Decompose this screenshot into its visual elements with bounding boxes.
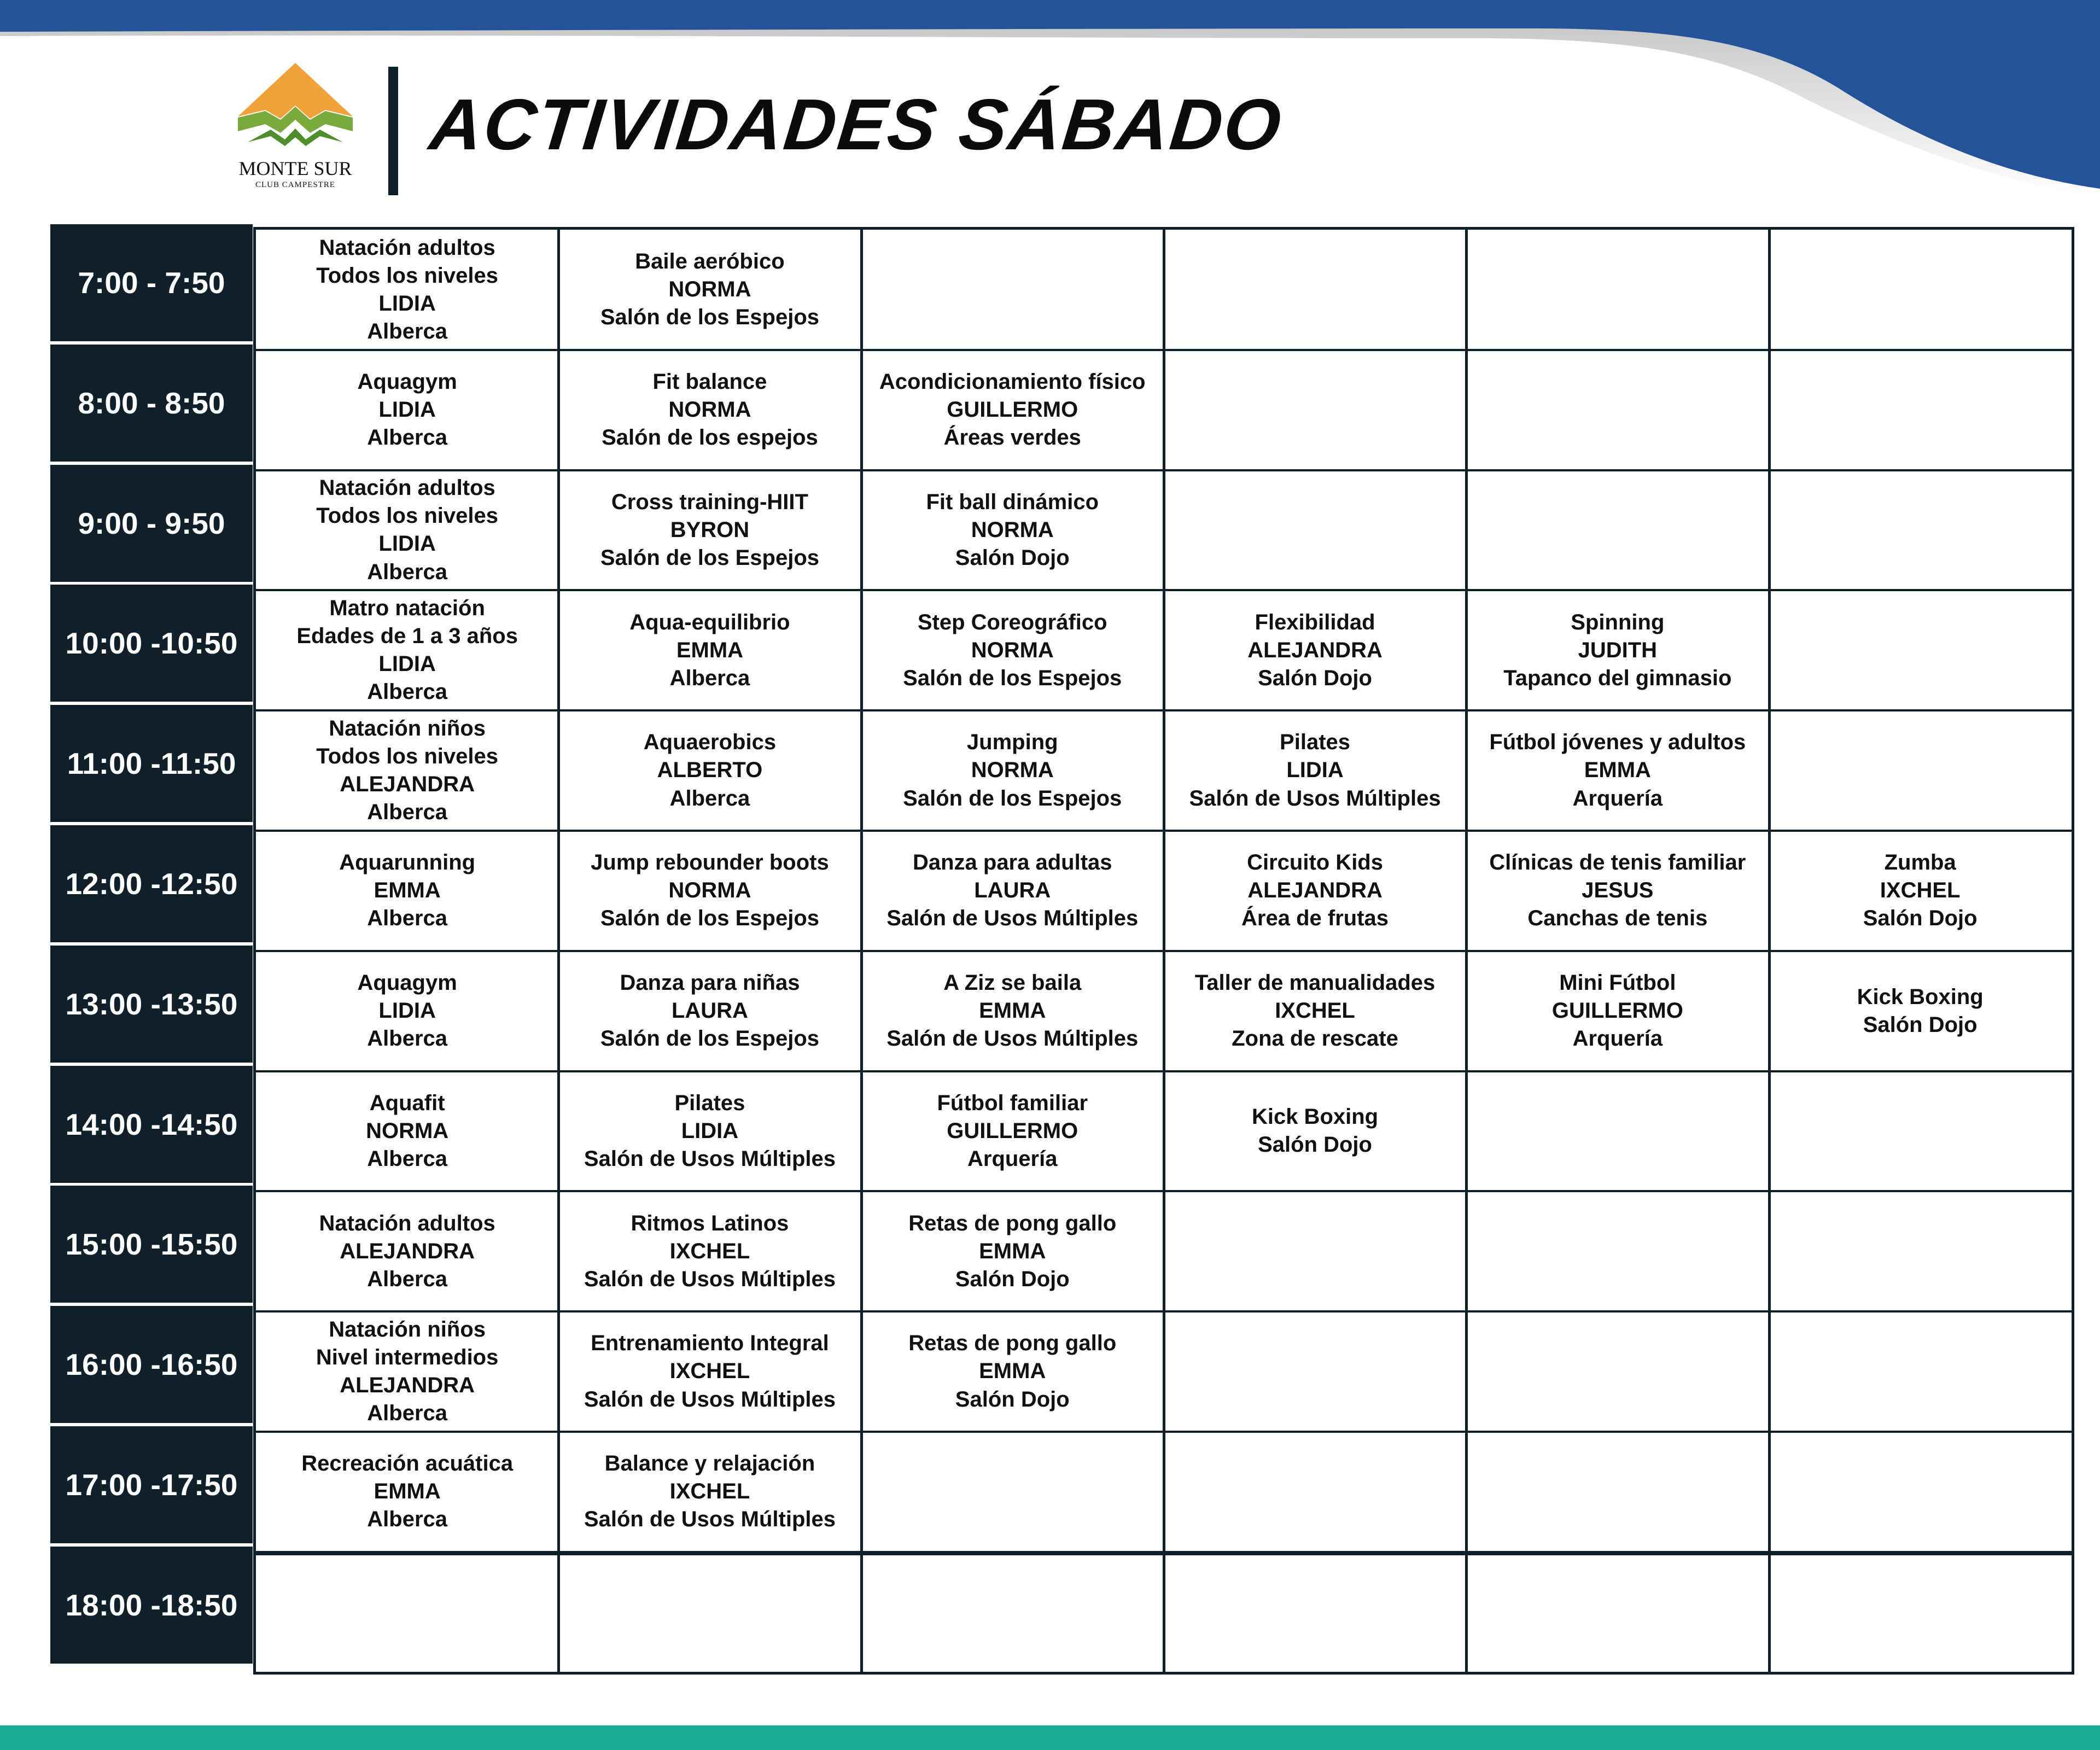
activity-cell-r11-c1 [256,1432,558,1552]
activity-line: ALEJANDRA [1247,638,1382,662]
activity-cell-r9-c5 [1466,1191,1769,1311]
club-subtitle: CLUB CAMPESTRE [255,180,336,189]
activity-line: Salón de Usos Múltiples [886,1026,1139,1051]
activity-line: ALEJANDRA [340,772,475,797]
activity-line: Alberca [367,1267,448,1291]
activity-line: Circuito Kids [1247,850,1383,875]
activity-line: Todos los niveles [316,263,498,288]
activity-line: LIDIA [378,291,436,316]
activity-line: Aquagym [357,369,457,394]
activity-line: Recreación acuática [301,1451,514,1476]
activity-cell-r9-c4 [1164,1191,1466,1311]
activity-cell-r2-c5 [1466,350,1769,470]
activity-line: Retas de pong gallo [908,1331,1117,1356]
activity-cell-r8-c5 [1466,1071,1769,1192]
activity-line: BYRON [670,517,750,542]
activity-line: Salón Dojo [1863,1012,1978,1037]
activity-line: Retas de pong gallo [908,1211,1117,1235]
activity-cell-r6-c3 [861,831,1164,951]
activity-line: Aqua-equilibrio [629,610,790,634]
activity-cell-r10-c6 [1769,1311,2072,1432]
activity-cell-r12-c2 [558,1552,861,1672]
activity-line: EMMA [979,1239,1046,1263]
activity-cell-r12-c5 [1466,1552,1769,1672]
activity-line: Salón Dojo [955,1267,1070,1291]
activity-line: Salón de Usos Múltiples [886,906,1139,931]
time-slot-7: 13:00 -13:50 [50,946,253,1063]
time-slot-1: 7:00 - 7:50 [50,224,253,341]
activity-line: Natación adultos [319,1211,495,1235]
activity-cell-r2-c1 [256,350,558,470]
activity-cell-r6-c1 [256,831,558,951]
activity-line: EMMA [374,1479,441,1504]
activity-line: Alberca [367,680,448,704]
title-divider [388,67,398,195]
activity-line: Alberca [669,666,750,690]
activity-cell-r6-c2 [558,831,861,951]
activity-line: IXCHEL [669,1479,750,1504]
activity-line: GUILLERMO [947,398,1078,422]
activity-line: Mini Fútbol [1559,970,1676,995]
activity-line: Alberca [367,559,448,584]
activity-cell-r11-c5 [1466,1432,1769,1552]
activity-line: IXCHEL [669,1239,750,1263]
activity-line: NORMA [971,758,1054,783]
schedule-grid [253,227,2074,1675]
activity-line: Clínicas de tenis familiar [1489,850,1746,875]
activity-line: Natación niños [329,716,486,740]
activity-cell-r10-c4 [1164,1311,1466,1432]
time-slot-11: 17:00 -17:50 [50,1426,253,1543]
activity-cell-r7-c3 [861,951,1164,1071]
club-name: MONTE SUR [238,158,352,179]
time-slot-12: 18:00 -18:50 [50,1547,253,1664]
activity-cell-r4-c2 [558,590,861,710]
activity-cell-r9-c3 [861,1191,1164,1311]
activity-line: LAURA [974,878,1051,903]
activity-line: ALBERTO [657,758,763,783]
activity-cell-r7-c5 [1466,951,1769,1071]
activity-line: Alberca [669,786,750,810]
activity-line: NORMA [366,1118,449,1143]
activity-line: JUDITH [1578,638,1658,662]
activity-line: Salón Dojo [1258,666,1372,690]
activity-line: Zona de rescate [1232,1026,1398,1051]
activity-line: GUILLERMO [1551,999,1683,1023]
activity-cell-r5-c6 [1769,710,2072,831]
activity-cell-r7-c1 [256,951,558,1071]
activity-line: Taller de manualidades [1194,970,1436,995]
activity-line: Alberca [367,1147,448,1171]
activity-line: Salón Dojo [1258,1133,1372,1157]
activity-line: Kick Boxing [1251,1105,1379,1129]
activity-line: Aquagym [357,970,457,995]
activity-cell-r5-c3 [861,710,1164,831]
activity-line: Alberca [367,906,448,931]
activity-cell-r11-c3 [861,1432,1164,1552]
activity-line: IXCHEL [1275,999,1355,1023]
activity-line: Alberca [367,1401,448,1426]
activity-line: Salón de los Espejos [903,786,1122,810]
activity-line: Ritmos Latinos [631,1211,789,1235]
activity-cell-r3-c5 [1466,470,1769,591]
activity-line: Salón de los Espejos [903,666,1122,690]
activity-cell-r11-c2 [558,1432,861,1552]
activity-line: Fit balance [652,369,767,394]
time-slot-8: 14:00 -14:50 [50,1066,253,1183]
activity-cell-r1-c3 [861,230,1164,350]
activity-line: NORMA [668,277,751,302]
activity-cell-r11-c4 [1164,1432,1466,1552]
activity-line: Tapanco del gimnasio [1503,666,1732,690]
activity-line: Alberca [367,1026,448,1051]
activity-line: Fútbol jóvenes y adultos [1489,730,1746,755]
activity-cell-r8-c1 [256,1071,558,1192]
activity-cell-r10-c1 [256,1311,558,1432]
activity-cell-r5-c4 [1164,710,1466,831]
activity-cell-r4-c6 [1769,590,2072,710]
activity-line: IXCHEL [1880,878,1961,903]
activity-cell-r10-c2 [558,1311,861,1432]
activity-line: IXCHEL [669,1359,750,1384]
activity-line: Alberca [367,1507,448,1532]
activity-cell-r3-c1 [256,470,558,591]
activity-cell-r6-c6 [1769,831,2072,951]
activity-cell-r9-c1 [256,1191,558,1311]
activity-line: Natación adultos [319,235,495,260]
activity-line: Fit ball dinámico [926,489,1099,514]
activity-cell-r5-c5 [1466,710,1769,831]
activity-line: Spinning [1571,610,1665,634]
activity-line: Step Coreográfico [917,610,1107,634]
activity-line: Alberca [367,319,448,344]
activity-line: EMMA [979,1359,1046,1384]
activity-cell-r8-c4 [1164,1071,1466,1192]
time-slot-2: 8:00 - 8:50 [50,345,253,462]
activity-cell-r2-c4 [1164,350,1466,470]
activity-cell-r4-c3 [861,590,1164,710]
activity-line: LIDIA [378,532,436,556]
activity-line: Aquarunning [339,850,476,875]
activity-line: Danza para niñas [620,970,800,995]
activity-line: Área de frutas [1241,906,1389,931]
bottom-band [0,1725,2100,1750]
activity-line: LIDIA [1286,758,1344,783]
page-title: ACTIVIDADES SÁBADO [426,84,1287,165]
activity-line: Salón de los Espejos [600,906,819,931]
activity-cell-r4-c4 [1164,590,1466,710]
activity-cell-r4-c5 [1466,590,1769,710]
activity-cell-r9-c6 [1769,1191,2072,1311]
activity-line: Pilates [674,1090,745,1115]
activity-line: Baile aeróbico [635,249,785,274]
activity-line: EMMA [374,878,441,903]
time-slot-5: 11:00 -11:50 [50,705,253,822]
activity-line: Salón de los Espejos [600,1026,819,1051]
activity-line: Natación niños [329,1317,486,1341]
activity-line: Salón de Usos Múltiples [584,1387,836,1411]
activity-line: Salón Dojo [955,1387,1070,1411]
activity-cell-r2-c2 [558,350,861,470]
activity-line: LAURA [671,999,748,1023]
time-slot-6: 12:00 -12:50 [50,825,253,942]
activity-line: NORMA [971,638,1054,662]
activity-cell-r12-c4 [1164,1552,1466,1672]
time-slot-10: 16:00 -16:50 [50,1306,253,1423]
time-slot-9: 15:00 -15:50 [50,1186,253,1303]
activity-line: Arquería [1572,1026,1663,1051]
activity-cell-r7-c6 [1769,951,2072,1071]
activity-line: Jump rebounder boots [591,850,829,875]
activity-line: Balance y relajación [604,1451,815,1476]
activity-cell-r1-c5 [1466,230,1769,350]
activity-line: NORMA [668,878,751,903]
activity-line: Áreas verdes [943,425,1081,450]
activity-line: Canchas de tenis [1527,906,1708,931]
activity-cell-r5-c1 [256,710,558,831]
activity-line: Salón Dojo [955,546,1070,570]
activity-line: ALEJANDRA [1247,878,1382,903]
activity-line: Alberca [367,425,448,450]
activity-cell-r12-c6 [1769,1552,2072,1672]
time-slot-3: 9:00 - 9:50 [50,465,253,582]
activity-line: Edades de 1 a 3 años [296,624,518,649]
activity-line: Salón de Usos Múltiples [584,1147,836,1171]
activity-line: Salón de Usos Múltiples [584,1507,836,1532]
activity-line: Salón de Usos Múltiples [1189,786,1441,810]
activity-line: Alberca [367,800,448,825]
activity-line: Salón de los Espejos [600,305,819,330]
activity-line: Kick Boxing [1857,984,1984,1009]
activity-line: Cross training-HIIT [611,489,808,514]
activity-line: LIDIA [378,398,436,422]
activity-line: Aquafit [369,1090,445,1115]
activity-line: Pilates [1280,730,1351,755]
activity-line: Entrenamiento Integral [591,1331,829,1356]
activity-line: Danza para adultas [912,850,1112,875]
mountain-logo-icon [238,63,353,156]
activity-line: Salón de los espejos [602,425,818,450]
club-logo [232,63,358,197]
activity-cell-r1-c6 [1769,230,2072,350]
activity-cell-r12-c1 [256,1552,558,1672]
activity-line: Arquería [1572,786,1663,810]
activity-line: Salón de los Espejos [600,546,819,570]
activity-line: EMMA [979,999,1046,1023]
activity-cell-r2-c6 [1769,350,2072,470]
activity-cell-r7-c4 [1164,951,1466,1071]
activity-cell-r8-c6 [1769,1071,2072,1192]
activity-cell-r2-c3 [861,350,1164,470]
activity-line: Fútbol familiar [937,1090,1088,1115]
activity-cell-r3-c3 [861,470,1164,591]
activity-cell-r5-c2 [558,710,861,831]
activity-cell-r8-c2 [558,1071,861,1192]
activity-line: Nivel intermedios [316,1345,499,1369]
activity-cell-r1-c1 [256,230,558,350]
activity-line: LIDIA [378,652,436,676]
time-slot-4: 10:00 -10:50 [50,585,253,702]
activity-line: Salón Dojo [1863,906,1978,931]
activity-cell-r9-c2 [558,1191,861,1311]
activity-cell-r4-c1 [256,590,558,710]
activity-cell-r3-c4 [1164,470,1466,591]
activity-line: NORMA [971,517,1054,542]
activity-line: Aquaerobics [643,730,777,755]
activity-cell-r7-c2 [558,951,861,1071]
activity-cell-r10-c3 [861,1311,1164,1432]
activity-line: JESUS [1582,878,1654,903]
activity-line: EMMA [676,638,744,662]
activity-line: GUILLERMO [947,1118,1078,1143]
activity-cell-r6-c4 [1164,831,1466,951]
activity-cell-r3-c2 [558,470,861,591]
activity-line: Jumping [966,730,1058,755]
activity-line: LIDIA [378,999,436,1023]
activity-cell-r1-c2 [558,230,861,350]
activity-line: LIDIA [681,1118,739,1143]
activity-line: Acondicionamiento físico [879,369,1146,394]
activity-cell-r1-c4 [1164,230,1466,350]
activity-cell-r11-c6 [1769,1432,2072,1552]
activity-line: ALEJANDRA [340,1373,475,1398]
activity-cell-r3-c6 [1769,470,2072,591]
activity-line: Matro natación [329,596,485,620]
activity-line: NORMA [668,398,751,422]
activity-line: Salón de Usos Múltiples [584,1267,836,1291]
activity-line: ALEJANDRA [340,1239,475,1263]
activity-line: Natación adultos [319,476,495,500]
activity-cell-r8-c3 [861,1071,1164,1192]
activity-line: A Ziz se baila [943,970,1082,995]
activity-cell-r6-c5 [1466,831,1769,951]
activity-line: EMMA [1584,758,1651,783]
activity-line: Flexibilidad [1255,610,1375,634]
activity-cell-r12-c3 [861,1552,1164,1672]
activity-line: Todos los niveles [316,504,498,528]
activity-cell-r10-c5 [1466,1311,1769,1432]
activity-line: Arquería [967,1147,1058,1171]
activity-line: Zumba [1884,850,1956,875]
activity-line: Todos los niveles [316,744,498,768]
